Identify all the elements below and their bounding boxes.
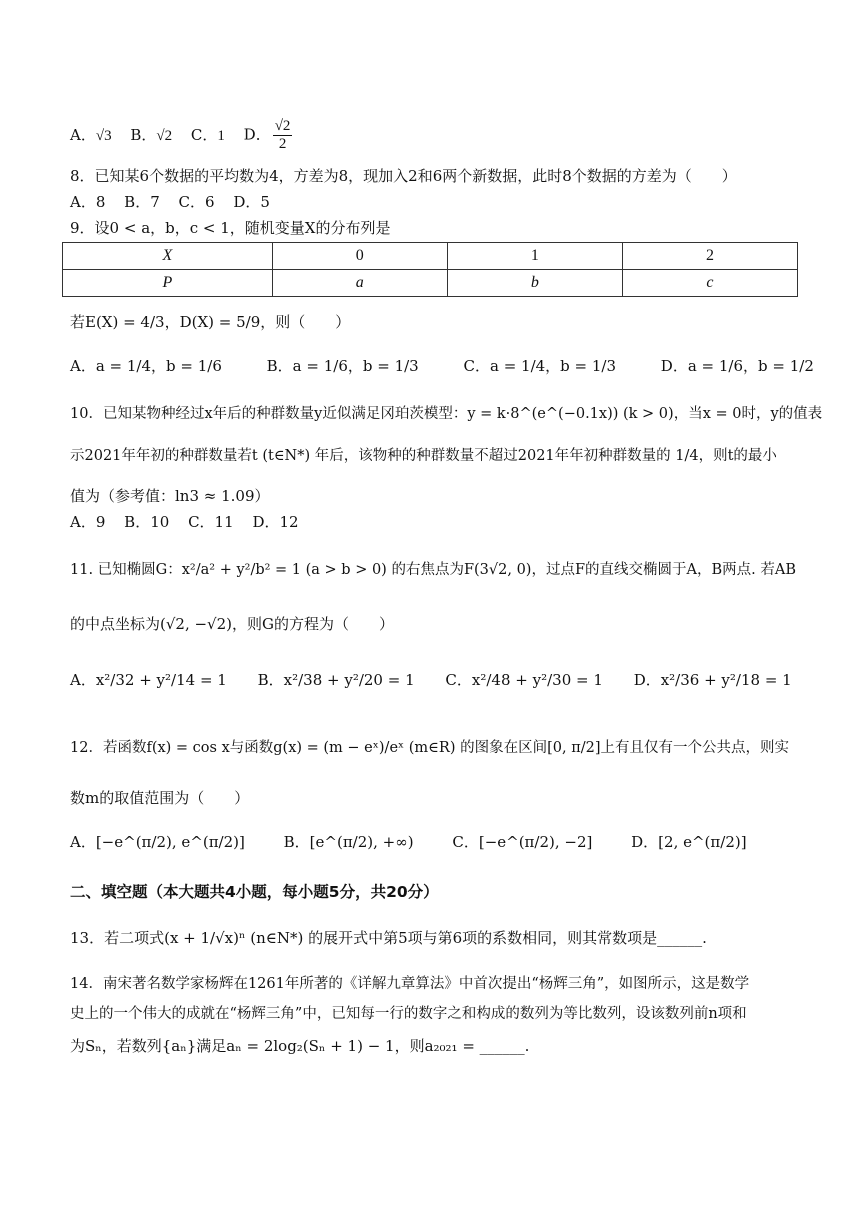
q12-option-d: D．[2, e^(π/2)] (631, 833, 747, 851)
q7-options: A．√3 B．√2 C．1 D． $\frac{√2}{2}$ (70, 118, 291, 152)
q9-options (70, 356, 828, 376)
q11-option-c: C．x²/48 + y²/30 = 1 (445, 671, 603, 689)
q12-option-c: C．[−e^(π/2), −2] (452, 833, 593, 851)
section-heading: 二、填空题（本大题共4小题，每小题5分，共20分） (70, 883, 439, 901)
q10-line3: 值为（参考值：ln3 ≈ 1.09） (70, 487, 270, 505)
q9-stem: 9．设0 < a，b，c < 1，随机变量X的分布列是 (70, 219, 391, 237)
q12-line2: 数m的取值范围为（ ） (70, 789, 250, 807)
q10-option-b: B．10 (124, 513, 170, 531)
q12-line1: 12．若函数f(x) = cos x与函数g(x) = (m − eˣ)/eˣ (m∈R) 的图象在区间[0, π/2]上有且仅有一个公共点，则实 (70, 740, 789, 756)
q14-line2: 史上的一个伟大的成就在“杨辉三角”中，已知每一行的数字之和构成的数列为等比数列，设该数列前n项和 (70, 1006, 747, 1022)
q8-options (70, 192, 284, 212)
table-cell: 2 (622, 243, 797, 270)
q9-option-b: B．a = 1/6，b = 1/3 (266, 357, 419, 375)
q10-options (70, 512, 313, 532)
q11-option-b: B．x²/38 + y²/20 = 1 (257, 671, 415, 689)
q9-option-c: C．a = 1/4，b = 1/3 (463, 357, 617, 375)
q10-option-c: C．11 (188, 513, 234, 531)
distribution-table (62, 242, 798, 297)
q11-option-a: A．x²/32 + y²/14 = 1 (70, 671, 227, 689)
q11-options (70, 670, 806, 690)
q12-option-b: B．[e^(π/2), +∞) (283, 833, 414, 851)
q14-line1: 14．南宋著名数学家杨辉在1261年所著的《详解九章算法》中首次提出“杨辉三角”，如图所示，这是数学 (70, 976, 750, 992)
table-cell: X (63, 243, 273, 270)
q8-option-b: B．7 (124, 193, 160, 211)
table-cell: 0 (272, 243, 447, 270)
q9-condition: 若E(X) = 4/3，D(X) = 5/9，则（ ） (70, 313, 351, 331)
q11-option-d: D．x²/36 + y²/18 = 1 (633, 671, 792, 689)
q12-option-a: A．[−e^(π/2), e^(π/2)] (70, 833, 245, 851)
table-cell: 1 (447, 243, 622, 270)
table-cell: a (272, 270, 447, 297)
table-cell: P (63, 270, 273, 297)
q11-line1: 11. 已知椭圆G：x²/a² + y²/b² = 1 (a > b > 0) 的右焦点为F(3√2, 0)，过点F的直线交椭圆于A，B两点. 若AB (70, 562, 796, 578)
q8-option-a: A．8 (70, 193, 106, 211)
q14-line3: 为Sₙ，若数列{aₙ}满足aₙ = 2log₂(Sₙ + 1) − 1，则a₂₀₂₁ = ______. (70, 1037, 530, 1055)
q10-line2: 示2021年年初的种群数量若t (t∈N*) 年后，该物种的种群数量不超过2021年年初种群数量的 1/4，则t的最小 (70, 448, 777, 464)
q8-option-d: D．5 (233, 193, 270, 211)
table-cell: c (622, 270, 797, 297)
q10-option-a: A．9 (70, 513, 106, 531)
q13: 13．若二项式(x + 1/√x)ⁿ (n∈N*) 的展开式中第5项与第6项的系数相同，则其常数项是______. (70, 929, 707, 947)
q10-line1: 10．已知某物种经过x年后的种群数量y近似满足冈珀茨模型：y = k·8^(e^(−0.1x)) (k > 0)，当x = 0时，y的值表 (70, 406, 823, 422)
q8-stem: 8．已知某6个数据的平均数为4，方差为8，现加入2和6两个新数据，此时8个数据的方差为（ ） (70, 167, 737, 185)
q9-option-a: A．a = 1/4，b = 1/6 (70, 357, 222, 375)
q11-line2: 的中点坐标为(√2, −√2)，则G的方程为（ ） (70, 615, 394, 633)
q9-option-d: D．a = 1/6，b = 1/2 (660, 357, 814, 375)
q12-options (70, 832, 761, 852)
table-cell: b (447, 270, 622, 297)
q8-option-c: C．6 (178, 193, 215, 211)
q10-option-d: D．12 (252, 513, 299, 531)
